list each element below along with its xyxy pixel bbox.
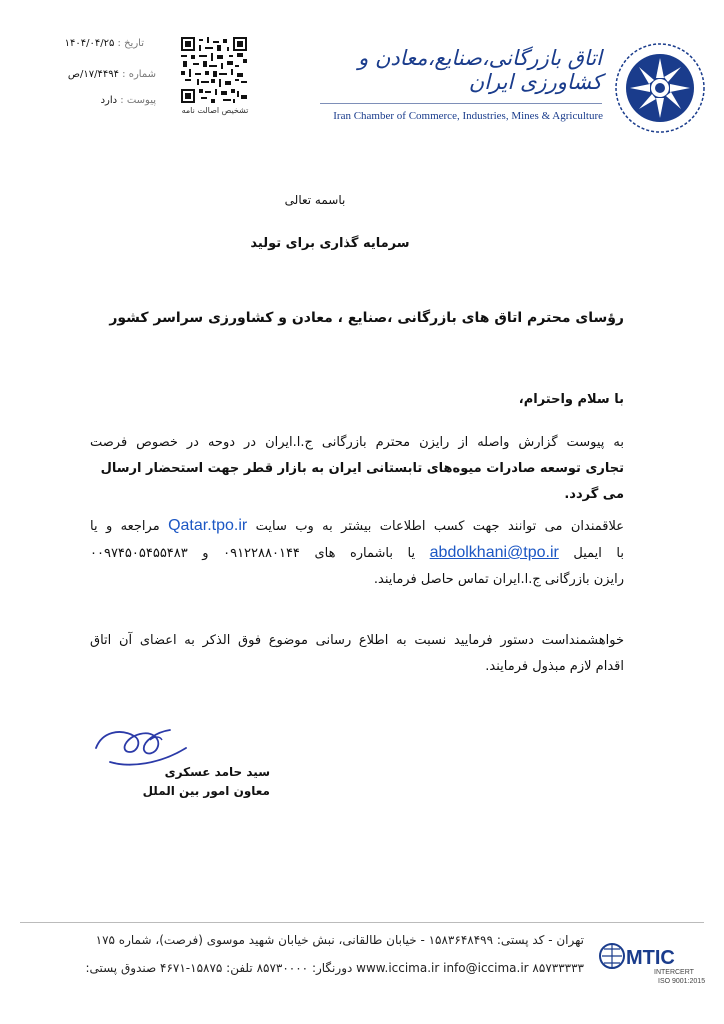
paragraph-2-text-e: و [202, 546, 209, 561]
motto: سرمایه گذاری برای تولید [250, 236, 410, 251]
greeting: با سلام واحترام، [518, 392, 624, 407]
header-divider [320, 103, 602, 104]
salutation: باسمه تعالی [284, 193, 346, 207]
date-value: ۱۴۰۴/۰۴/۲۵ [64, 38, 115, 49]
attachment-line [20, 95, 156, 106]
email-link[interactable]: abdolkhani@tpo.ir [429, 544, 559, 561]
date-line [20, 38, 144, 49]
paragraph-2-text-b: مراجعه و یا [90, 519, 160, 534]
attachment-value: دارد [100, 95, 118, 106]
paragraph-3 [90, 628, 624, 680]
paragraph-1-line-2: تجاری توسعه صادرات میوه‌های تابستانی ایران به بازار قطر جهت استحضار ارسال می گردد. [100, 461, 624, 502]
phone-2: ۰۰۹۷۴۵۰۵۴۵۵۴۸۳ [90, 546, 188, 561]
mtic-brand: MTIC [626, 947, 675, 969]
paragraph-1 [90, 430, 624, 508]
paragraph-2-line-3: رایزن بازرگانی ج.ا.ایران تماس حاصل فرمایند. [373, 572, 624, 587]
chamber-logo-icon [612, 40, 708, 136]
paragraph-2-text-d: یا باشماره های [314, 546, 416, 561]
paragraph-3-line-2: اقدام لازم مبذول فرمایند. [485, 659, 624, 674]
mtic-sub: INTERCERT [654, 969, 694, 976]
number-value: ۱۷/۴۴۹۴/ص [67, 69, 119, 80]
signatory-title: معاون امور بین الملل [142, 784, 270, 798]
phone-1: ۰۹۱۲۲۸۸۰۱۴۴ [223, 546, 300, 561]
qr-caption: تشخیص اصالت نامه [181, 106, 249, 115]
paragraph-2-line-1 [90, 513, 624, 540]
footer-contact: www.iccima.ir info@iccima.ir ۸۵۷۳۳۳۳۳ دورنگار: ۸۵۷۳۰۰۰۰ تلفن: ۱۵۸۷۵-۴۶۷۱ صندوق پستی: [85, 961, 584, 975]
number-label: شماره : [122, 69, 156, 80]
number-line [20, 69, 156, 80]
mtic-certification-logo [598, 936, 714, 992]
paragraph-2-text-a: علاقمندان می توانند جهت کسب اطلاعات بیشتر به وب سایت [255, 519, 625, 534]
chamber-name-fa: اتاق بازرگانی،صنایع،معادن و کشاورزی ایران [358, 46, 602, 94]
date-label: تاریخ : [117, 38, 144, 49]
website-link[interactable]: Qatar.tpo.ir [168, 517, 248, 534]
mtic-iso: ISO 9001:2015 [658, 978, 706, 985]
chamber-name-en: Iran Chamber of Commerce, Industries, Mines & Agriculture [333, 110, 603, 122]
paragraph-2 [90, 513, 624, 593]
paragraph-1-line-1: به پیوست گزارش واصله از رایزن محترم بازرگانی ج.ا.ایران در دوحه در خصوص فرصت [90, 435, 624, 450]
attachment-label: پیوست : [120, 95, 156, 106]
paragraph-2-text-c: با ایمیل [573, 546, 625, 561]
addressee: رؤسای محترم اتاق های بازرگانی ،صنایع ، معادن و کشاورزی سراسر کشور [109, 310, 624, 326]
qr-code-icon[interactable] [181, 37, 247, 103]
paragraph-3-line-1: خواهشمنداست دستور فرمایید نسبت به اطلاع رسانی موضوع فوق الذکر به اعضای آن اتاق [90, 633, 624, 648]
footer-address: تهران - کد پستی: ۱۵۸۳۶۴۸۴۹۹ - خیابان طالقانی، نبش خیابان شهید موسوی (فرصت)، شماره ۱۷۵ [95, 933, 584, 947]
paragraph-2-line-2 [90, 540, 624, 567]
signatory-name: سید حامد عسکری [164, 765, 270, 779]
footer-divider [20, 922, 704, 923]
